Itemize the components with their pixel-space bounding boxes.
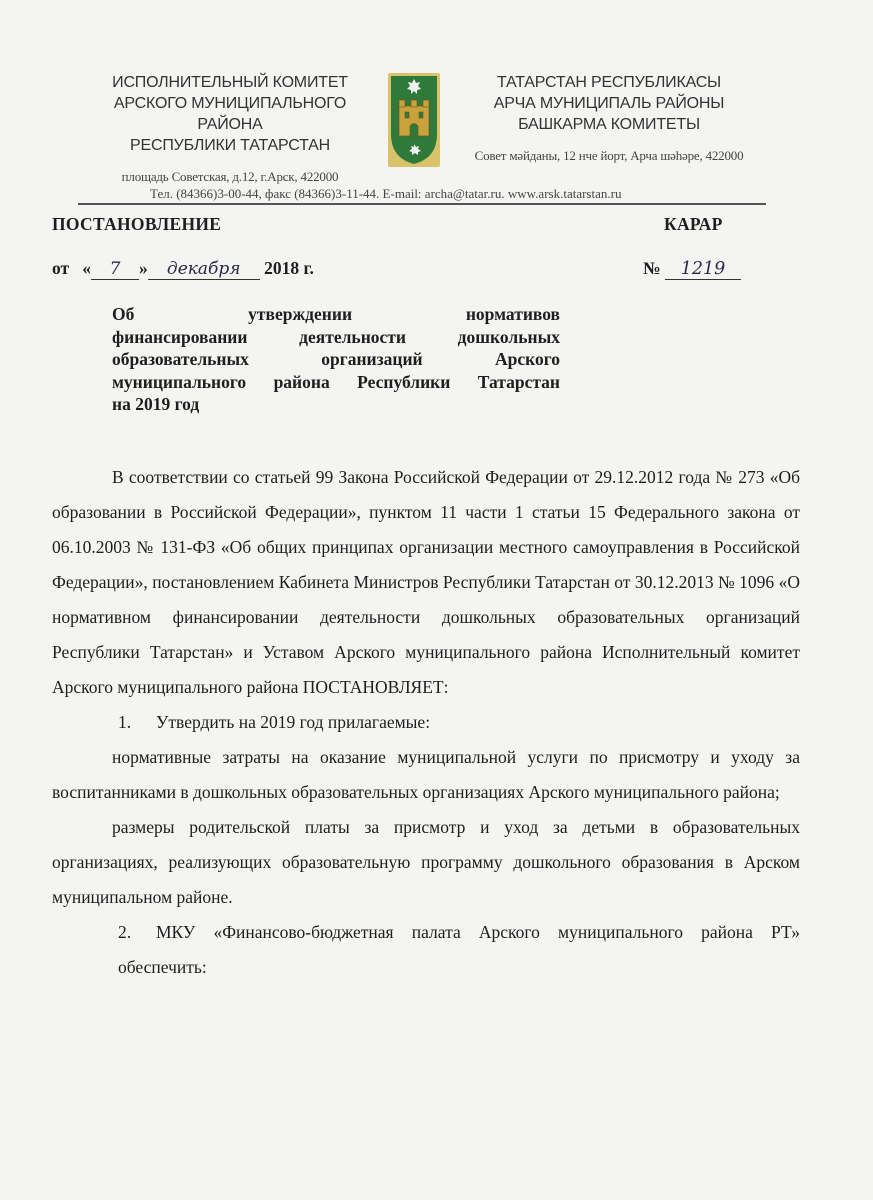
header-left-line2: АРСКОГО МУНИЦИПАЛЬНОГО РАЙОНА: [113, 95, 347, 133]
date-open-quote: «: [82, 258, 91, 278]
item-text: Утвердить на 2019 год прилагаемые:: [156, 712, 431, 732]
contact-line: Тел. (84366)3-00-44, факс (84366)3-11-44. E-mail: archa@tatar.ru. www.arsk.tatarstan.ru: [150, 186, 622, 201]
subject-line: на 2019 год: [112, 394, 200, 414]
header-left-address: площадь Советская, д.12, г.Арск, 422000: [121, 169, 339, 184]
date-month: декабря: [148, 259, 260, 280]
doc-date: [52, 258, 314, 280]
body-paragraph: размеры родительской платы за присмотр и уход за детьми в образовательных организациях, реализующих образовательную программу дошкольного образования в Арском муниципальном районе.: [52, 817, 800, 907]
header-right-block: [468, 72, 750, 166]
header-left-block: [80, 72, 380, 187]
subject-line: муниципального района Республики Татарстан: [112, 371, 560, 392]
number-value: 1219: [665, 259, 741, 280]
preamble-paragraph: В соответствии со статьей 99 Закона Российской Федерации от 29.12.2012 года № 273 «Об образовании в Российской Федерации», пунктом 11 части 1 статьи 15 Федерального закона от 06.10.2003 № 131-ФЗ «Об общих принципах организации местного самоуправления в Российской Федерации», постановлением Кабинета Министров Республики Татарстан от 30.12.2013 № 1096 «О нормативном финансировании деятельности дошкольных образовательных организаций Республики Татарстан» и Уставом Арского муниципального района Исполнительный комитет Арского муниципального района ПОСТАНОВЛЯЕТ:: [52, 467, 800, 697]
list-item: [52, 915, 800, 985]
header-right-line3: БАШКАРМА КОМИТЕТЫ: [518, 116, 700, 133]
header-right-line2: АРЧА МУНИЦИПАЛЬ РАЙОНЫ: [493, 95, 725, 112]
date-close-quote: »: [139, 258, 148, 278]
date-year: 2018 г.: [264, 258, 314, 278]
date-day: 7: [91, 259, 139, 280]
item-number: 1.: [118, 712, 132, 732]
doc-body: [52, 460, 800, 985]
item-text: МКУ «Финансово-бюджетная палата Арского муниципального района РТ» обеспечить:: [118, 922, 800, 977]
coat-of-arms-icon: [387, 72, 441, 168]
header-right-address: Совет мәйданы, 12 нче йорт, Арча шәһәре, 422000: [474, 148, 744, 163]
subject-line: Об утверждении нормативов: [112, 304, 560, 324]
number-label: №: [643, 258, 661, 278]
doc-title-ru: ПОСТАНОВЛЕНИЕ: [52, 214, 222, 234]
subject-line: финансировании деятельности дошкольных: [112, 326, 560, 347]
header-left-line3: РЕСПУБЛИКИ ТАТАРСТАН: [130, 137, 330, 154]
subject-line: образовательных организаций Арского: [112, 349, 560, 369]
body-paragraph: нормативные затраты на оказание муниципальной услуги по присмотру и уходу за воспитанниками в дошкольных образовательных организациях Арского муниципального района;: [52, 747, 800, 802]
item-number: 2.: [118, 922, 132, 942]
doc-number: [643, 258, 741, 280]
header-left-line1: ИСПОЛНИТЕЛЬНЫЙ КОМИТЕТ: [112, 74, 348, 91]
list-item: [52, 705, 800, 740]
doc-title-tt: КАРАР: [664, 214, 723, 234]
date-prefix: от: [52, 258, 70, 278]
header-divider: [78, 203, 766, 205]
header-right-line1: ТАТАРСТАН РЕСПУБЛИКАСЫ: [496, 74, 722, 91]
doc-subject: [112, 303, 560, 416]
